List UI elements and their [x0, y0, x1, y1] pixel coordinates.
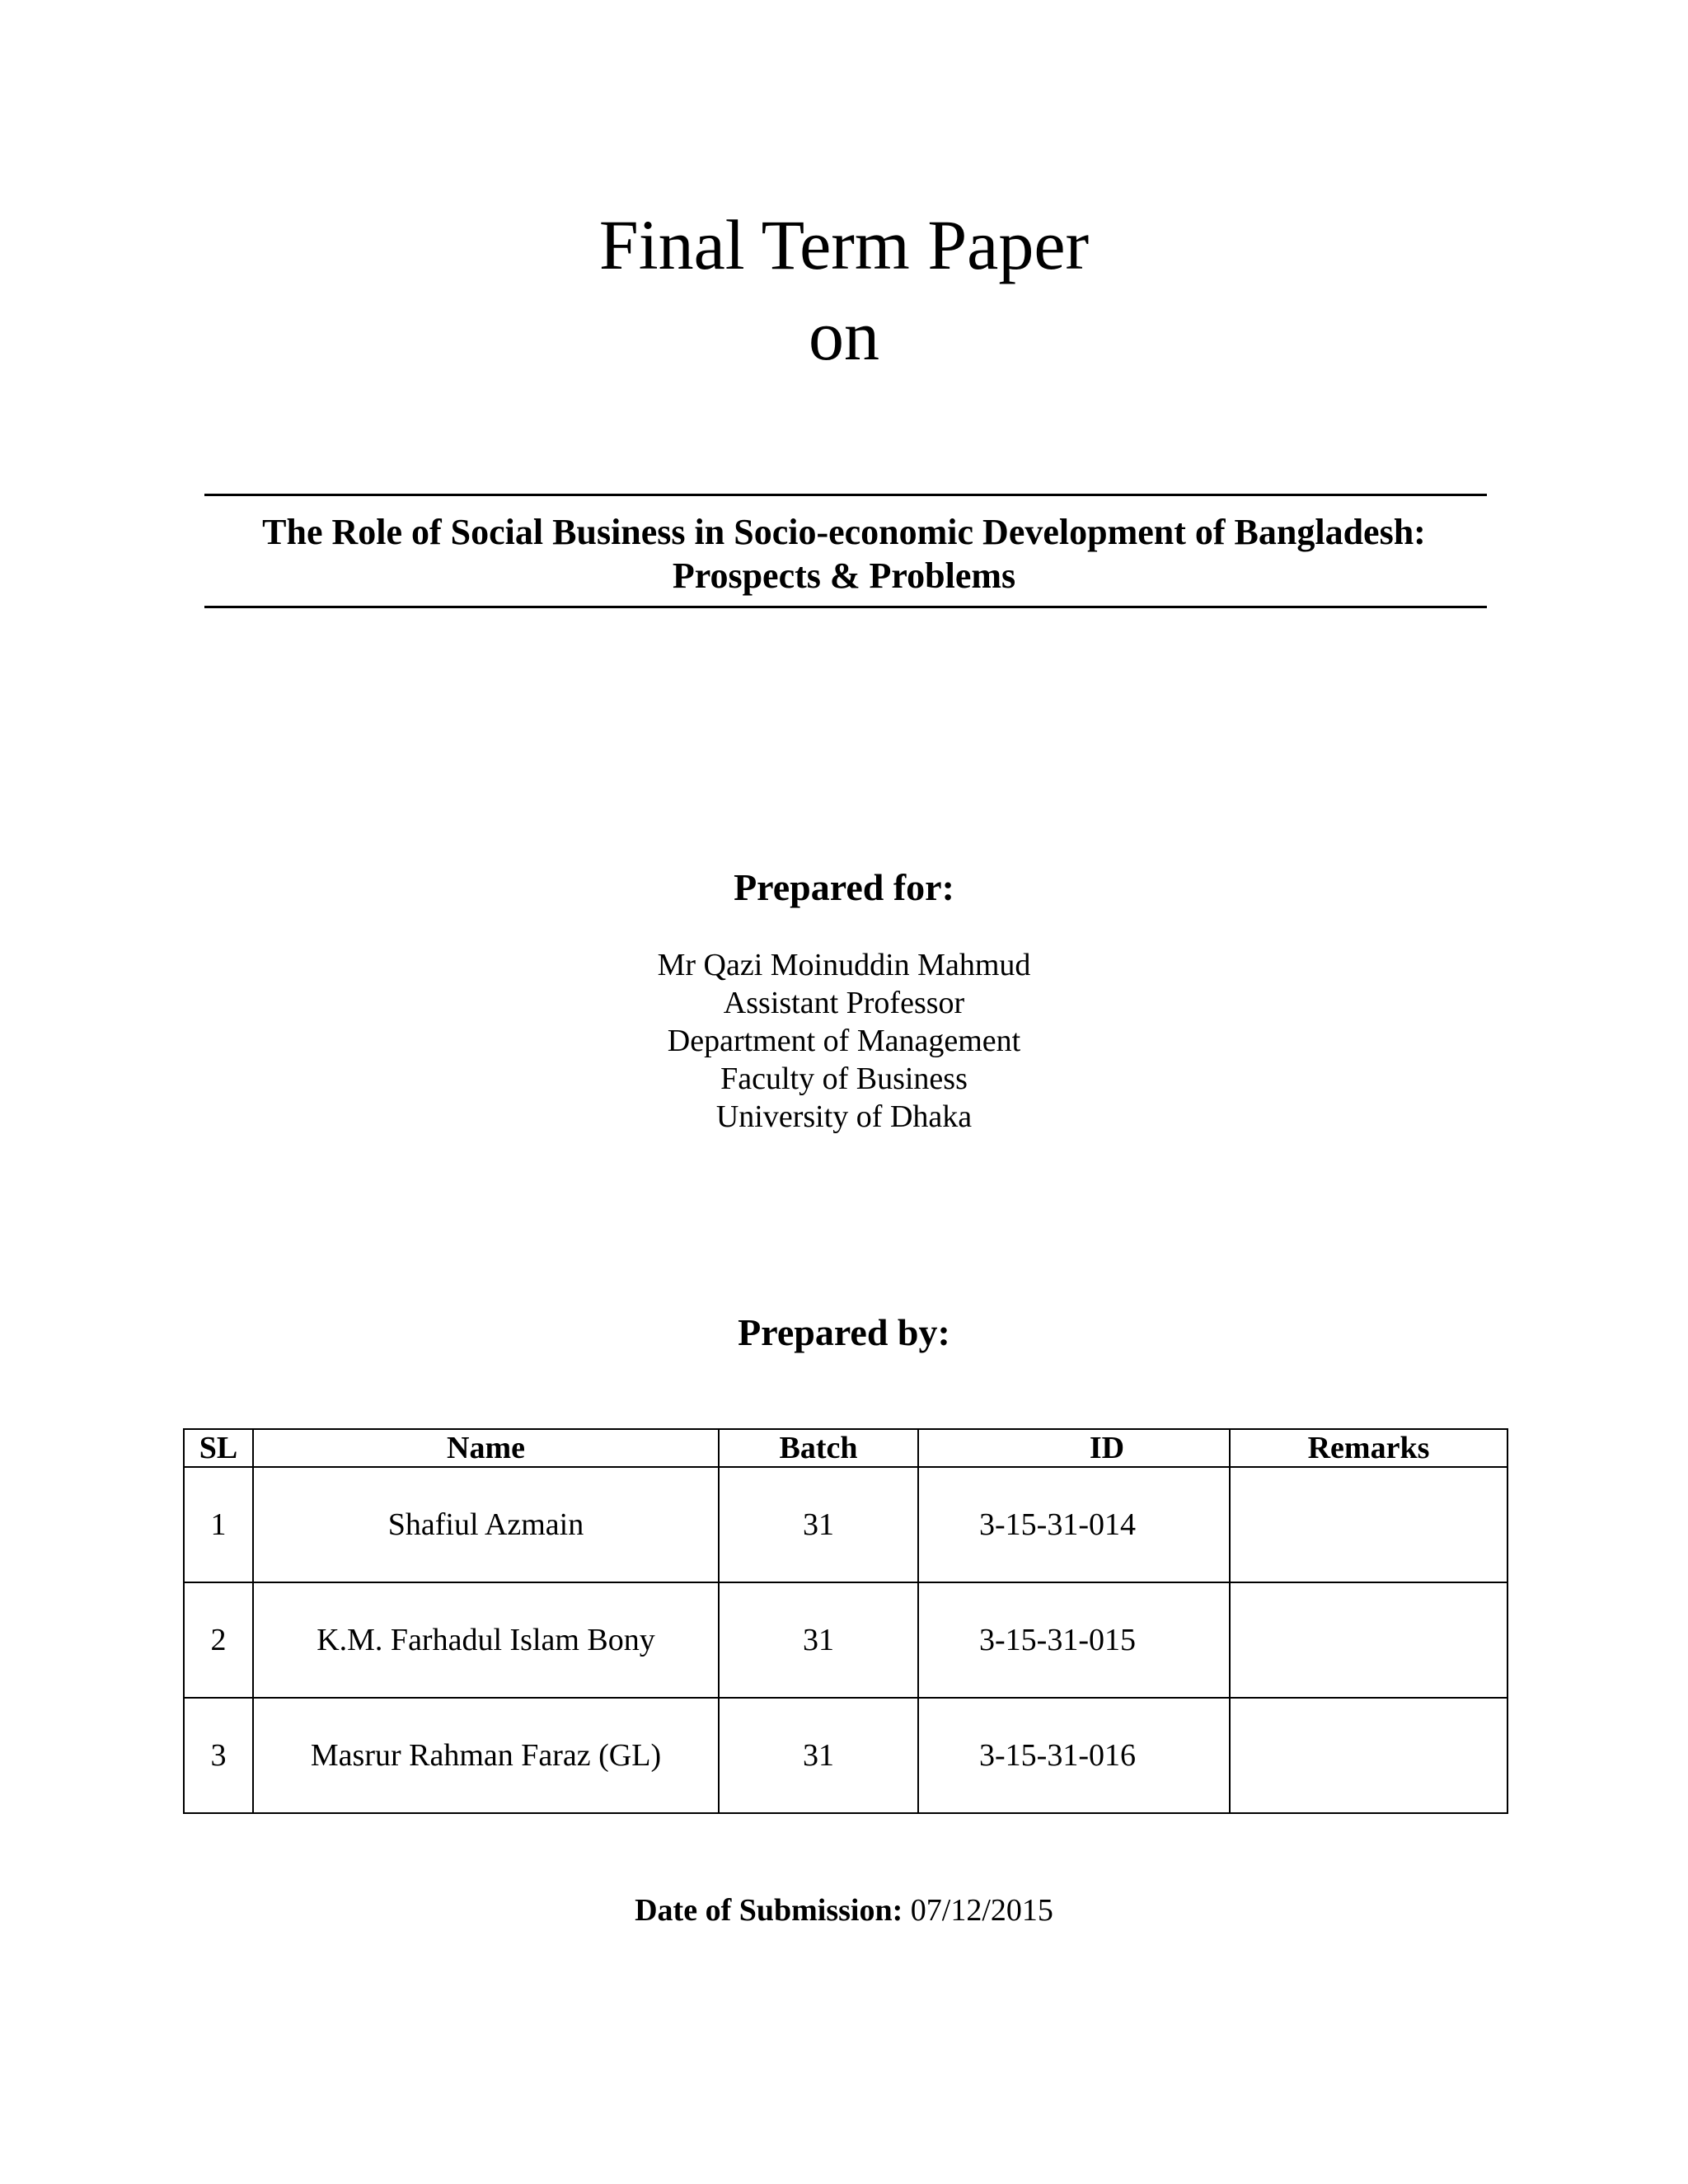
- subtitle-top-rule: [204, 494, 1487, 496]
- cell-remarks: [1230, 1467, 1507, 1582]
- column-header-batch: Batch: [719, 1429, 918, 1467]
- table-row: [184, 1698, 1507, 1813]
- submission-date-value: 07/12/2015: [910, 1893, 1053, 1928]
- submission-date-label: Date of Submission:: [635, 1893, 903, 1928]
- cell-id: 3-15-31-016: [918, 1698, 1230, 1813]
- recipient-university: University of Dhaka: [715, 1099, 973, 1134]
- cell-remarks: [1230, 1698, 1507, 1813]
- column-header-remarks: Remarks: [1230, 1429, 1507, 1467]
- recipient-designation: Assistant Professor: [723, 986, 965, 1020]
- cell-sl: 3: [184, 1698, 253, 1813]
- group-members-table: [183, 1428, 1508, 1814]
- cell-sl: 1: [184, 1467, 253, 1582]
- submission-date-line: [0, 1891, 1688, 1930]
- cell-name: K.M. Farhadul Islam Bony: [253, 1582, 719, 1698]
- recipient-faculty: Faculty of Business: [720, 1062, 968, 1096]
- column-header-name: Name: [253, 1429, 719, 1467]
- column-header-sl: SL: [184, 1429, 253, 1467]
- cell-batch: 31: [719, 1467, 918, 1582]
- cell-batch: 31: [719, 1582, 918, 1698]
- subtitle-bottom-rule: [204, 606, 1487, 608]
- paper-topic-line-1: The Role of Social Business in Socio-economic Development of Bangladesh:: [262, 512, 1426, 552]
- recipient-name: Mr Qazi Moinuddin Mahmud: [657, 948, 1031, 982]
- column-header-id: ID: [918, 1429, 1230, 1467]
- cell-name: Shafiul Azmain: [253, 1467, 719, 1582]
- cell-id: 3-15-31-015: [918, 1582, 1230, 1698]
- paper-topic-line-2: Prospects & Problems: [672, 555, 1016, 596]
- cell-remarks: [1230, 1582, 1507, 1698]
- table-row: [184, 1467, 1507, 1582]
- cell-id: 3-15-31-014: [918, 1467, 1230, 1582]
- cell-batch: 31: [719, 1698, 918, 1813]
- prepared-for-heading: Prepared for:: [734, 866, 954, 908]
- cell-sl: 2: [184, 1582, 253, 1698]
- cell-name: Masrur Rahman Faraz (GL): [253, 1698, 719, 1813]
- document-title-on: on: [809, 296, 879, 375]
- table-header-row: [184, 1429, 1507, 1467]
- table-row: [184, 1582, 1507, 1698]
- recipient-department: Department of Management: [667, 1024, 1021, 1058]
- prepared-by-heading: Prepared by:: [738, 1311, 950, 1353]
- document-title: Final Term Paper: [598, 205, 1090, 284]
